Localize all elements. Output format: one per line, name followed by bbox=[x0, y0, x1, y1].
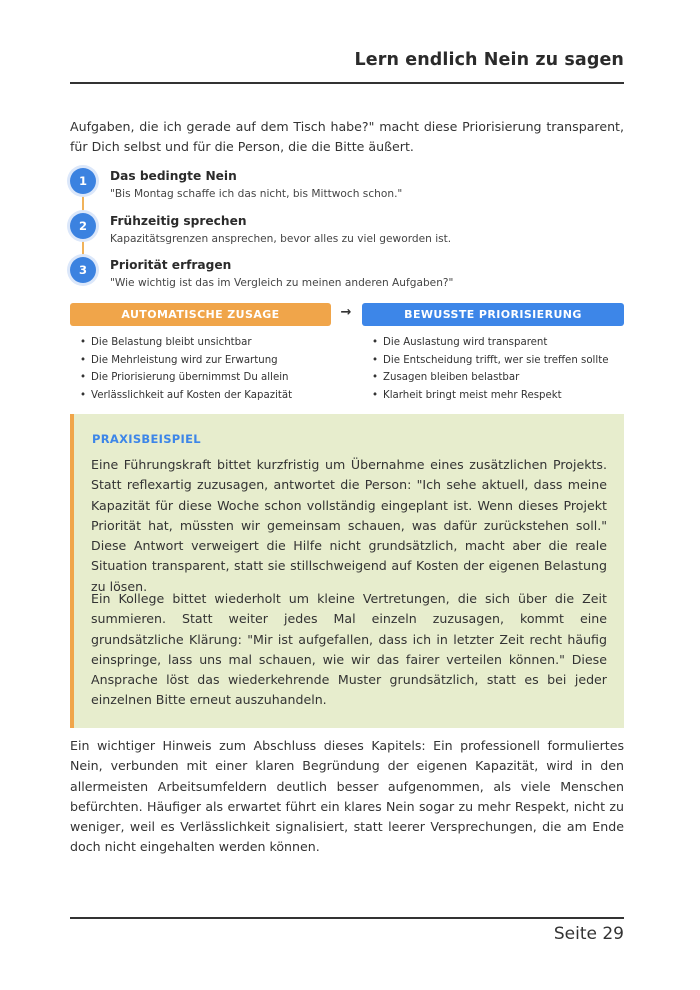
list-item: • Die Mehrleistung wird zur Erwartung bbox=[80, 352, 292, 370]
list-item: • Die Auslastung wird transparent bbox=[372, 334, 608, 352]
footer-divider bbox=[70, 917, 624, 919]
list-item: • Verlässlichkeit auf Kosten der Kapazität bbox=[80, 387, 292, 405]
list-item: • Die Entscheidung trifft, wer sie treffen sollte bbox=[372, 352, 608, 370]
practice-example-box bbox=[70, 414, 624, 728]
comparison-heading-automatic: AUTOMATISCHE ZUSAGE bbox=[70, 303, 331, 326]
list-item: • Die Priorisierung übernimmst Du allein bbox=[80, 369, 292, 387]
list-item: • Zusagen bleiben belastbar bbox=[372, 369, 608, 387]
step-item-1 bbox=[70, 168, 624, 208]
step-number-badge: 1 bbox=[70, 168, 96, 194]
closing-paragraph: Ein wichtiger Hinweis zum Abschluss dieses Kapitels: Ein professionell formuliertes Nein, verbunden mit einer klaren Begründung der eigenen Kapazität, wird in den allermeisten Arbeitsumfeldern deutlich besser aufgenommen, als viele Menschen befürchten. Häufiger als erwartet führt ein klares Nein sogar zu mehr Respekt, nicht zu weniger, weil es Verlässlichkeit signalisiert, statt leerer Versprechungen, die am Ende doch nicht eingehalten werden können. bbox=[70, 738, 624, 855]
comparison-list-conscious bbox=[372, 334, 608, 404]
arrow-right-icon: → bbox=[340, 305, 352, 320]
step-title: Priorität erfragen bbox=[110, 258, 232, 272]
header-divider bbox=[70, 82, 624, 84]
step-title: Frühzeitig sprechen bbox=[110, 214, 247, 228]
step-number-badge: 3 bbox=[70, 257, 96, 283]
comparison-heading-conscious: BEWUSSTE PRIORISIERUNG bbox=[362, 303, 624, 326]
page-header-title: Lern endlich Nein zu sagen bbox=[354, 50, 624, 70]
list-item: • Die Belastung bleibt unsichtbar bbox=[80, 334, 292, 352]
step-item-3 bbox=[70, 257, 624, 297]
page-number: Seite 29 bbox=[553, 924, 624, 944]
step-description: "Bis Montag schaffe ich das nicht, bis Mittwoch schon." bbox=[110, 188, 403, 200]
practice-example-paragraph-1: Eine Führungskraft bittet kurzfristig um Übernahme eines zusätzlichen Projekts. Statt reflexartig zuzusagen, antwortet die Person: "Ich sehe aktuell, dass meine Kapazität für diese Woche schon vollständig eingeplant ist. Wenn dieses Projekt Priorität hat, müssten wir gemeinsam schauen, was dafür zurückstehen soll." Diese Antwort verweigert die Hilfe nicht grundsätzlich, macht aber die reale Situation transparent, statt sie stillschweigend auf Kosten der eigenen Belastung zu lösen. bbox=[91, 457, 607, 594]
step-description: Kapazitätsgrenzen ansprechen, bevor alles zu viel geworden ist. bbox=[110, 233, 452, 245]
step-number-badge: 2 bbox=[70, 213, 96, 239]
practice-example-label: PRAXISBEISPIEL bbox=[92, 432, 201, 446]
step-item-2 bbox=[70, 213, 624, 253]
intro-paragraph: Aufgaben, die ich gerade auf dem Tisch habe?" macht diese Priorisierung transparent, für Dich selbst und für die Person, die die Bitte äußert. bbox=[70, 119, 624, 155]
step-title: Das bedingte Nein bbox=[110, 169, 237, 183]
comparison-list-automatic bbox=[80, 334, 292, 404]
practice-example-paragraph-2: Ein Kollege bittet wiederholt um kleine Vertretungen, die sich über die Zeit summieren. Statt weiter jedes Mal einzeln zuzusagen, kommt eine grundsätzliche Klärung: "Mir ist aufgefallen, dass ich in letzter Zeit recht häufig einspringe, lass uns mal schauen, wie wir das fairer verteilen können." Diese Ansprache löst das wiederkehrende Muster grundsätzlich, statt es bei jeder einzelnen Bitte erneut auszuhandeln. bbox=[91, 591, 607, 708]
list-item: • Klarheit bringt meist mehr Respekt bbox=[372, 387, 608, 405]
step-description: "Wie wichtig ist das im Vergleich zu meinen anderen Aufgaben?" bbox=[110, 277, 454, 289]
